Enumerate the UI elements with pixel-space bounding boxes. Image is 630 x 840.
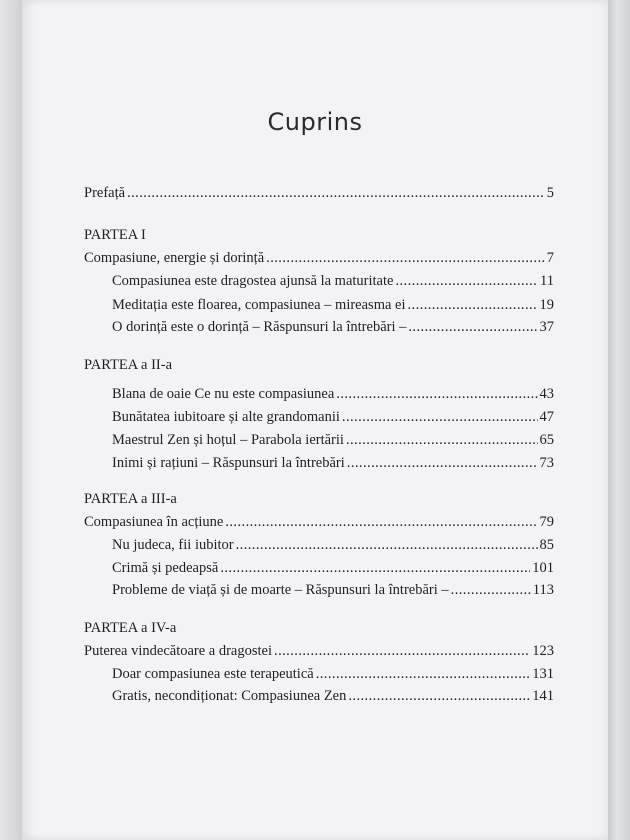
toc-entry-page: 11 bbox=[540, 273, 554, 289]
toc-entry-label: Maestrul Zen și hoțul – Parabola iertării bbox=[112, 432, 344, 448]
leader-dots bbox=[127, 184, 545, 202]
toc-entry bbox=[84, 642, 554, 660]
toc-entry-page: 7 bbox=[546, 250, 554, 266]
toc-entry-page: 37 bbox=[539, 319, 554, 335]
toc-entry-label: Compasiune, energie și dorință bbox=[84, 250, 265, 266]
toc-entry bbox=[112, 559, 554, 577]
toc-entry-page: 43 bbox=[539, 386, 554, 402]
toc-entry-page: 65 bbox=[539, 432, 554, 448]
toc-entry bbox=[112, 665, 554, 683]
toc-entry-label: Compasiunea este dragostea ajunsă la maturitate bbox=[112, 273, 394, 289]
leader-dots bbox=[236, 536, 538, 554]
leader-dots bbox=[346, 431, 538, 449]
toc-entry bbox=[112, 408, 554, 426]
toc-entry-page: 113 bbox=[532, 582, 554, 598]
toc-entry-page: 79 bbox=[539, 514, 554, 530]
toc-entry-label: O dorință este o dorință – Răspunsuri la întrebări – bbox=[112, 319, 407, 335]
leader-dots bbox=[347, 454, 538, 472]
toc-entry-page: 101 bbox=[532, 560, 554, 576]
leader-dots bbox=[336, 385, 537, 403]
toc-entry bbox=[112, 272, 554, 290]
leader-dots bbox=[342, 408, 538, 426]
toc-entry bbox=[84, 249, 554, 267]
toc-entry-page: 5 bbox=[546, 185, 554, 201]
toc-entry bbox=[112, 454, 554, 472]
part-heading: PARTEA a II-a bbox=[84, 357, 172, 373]
toc-entry-label: Blana de oaie Ce nu este compasiunea bbox=[112, 386, 335, 402]
toc-entry bbox=[84, 513, 554, 531]
leader-dots bbox=[266, 249, 545, 267]
toc-entry bbox=[112, 296, 554, 314]
leader-dots bbox=[408, 296, 538, 314]
toc-entry bbox=[112, 687, 554, 705]
part-heading: PARTEA a IV-a bbox=[84, 620, 177, 636]
toc-entry-page: 73 bbox=[539, 455, 554, 471]
toc-entry bbox=[112, 536, 554, 554]
toc-entry-label: Nu judeca, fii iubitor bbox=[112, 537, 234, 553]
leader-dots bbox=[395, 272, 538, 290]
toc-entry-label: Compasiunea în acțiune bbox=[84, 514, 224, 530]
leader-dots bbox=[348, 687, 530, 705]
toc-entry-label: Puterea vindecătoare a dragostei bbox=[84, 643, 273, 659]
toc-entry-label: Meditația este floarea, compasiunea – mireasma ei bbox=[112, 297, 406, 313]
leader-dots bbox=[316, 665, 531, 683]
part-heading: PARTEA a III-a bbox=[84, 491, 177, 507]
leader-dots bbox=[225, 513, 537, 531]
toc-entry-page: 123 bbox=[532, 643, 554, 659]
leader-dots bbox=[451, 581, 531, 599]
toc-entry bbox=[112, 318, 554, 336]
toc-entry bbox=[112, 431, 554, 449]
toc-entry-label: Crimă și pedeapsă bbox=[112, 560, 219, 576]
toc-entry-page: 19 bbox=[539, 297, 554, 313]
leader-dots bbox=[274, 642, 530, 660]
leader-dots bbox=[408, 318, 537, 336]
toc-entry-label: Doar compasiunea este terapeutică bbox=[112, 666, 314, 682]
toc-entry-label: Inimi și rațiuni – Răspunsuri la întrebări bbox=[112, 455, 345, 471]
toc-entry-page: 85 bbox=[539, 537, 554, 553]
toc-entry-label: Prefață bbox=[84, 185, 126, 201]
leader-dots bbox=[220, 559, 530, 577]
toc-entry-label: Bunătatea iubitoare și alte grandomanii bbox=[112, 409, 340, 425]
toc-entry-page: 47 bbox=[539, 409, 554, 425]
toc-entry-label: Gratis, necondiționat: Compasiunea Zen bbox=[112, 688, 347, 704]
toc-entry-label: Probleme de viață și de moarte – Răspunsuri la întrebări – bbox=[112, 582, 449, 598]
page-title: Cuprins bbox=[267, 108, 363, 136]
toc-entry-preface bbox=[84, 184, 554, 202]
toc-entry bbox=[112, 385, 554, 403]
part-heading: PARTEA I bbox=[84, 227, 146, 243]
toc-entry bbox=[112, 581, 554, 599]
toc-entry-page: 131 bbox=[532, 666, 554, 682]
toc-entry-page: 141 bbox=[532, 688, 554, 704]
